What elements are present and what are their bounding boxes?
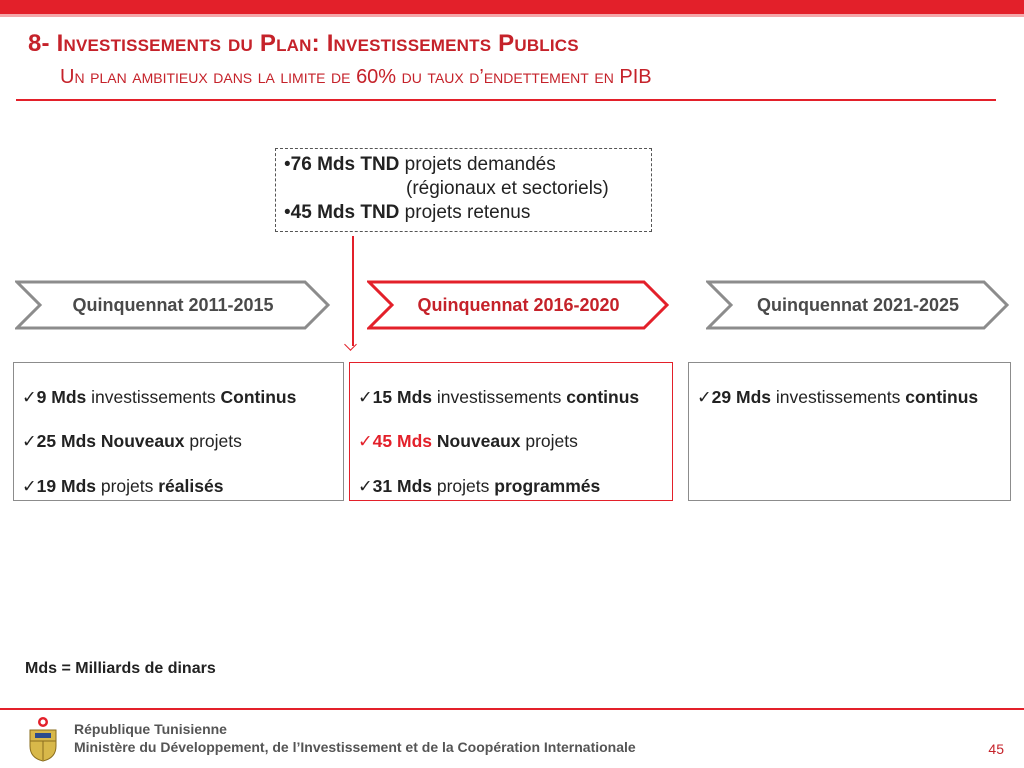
title-divider bbox=[16, 99, 996, 101]
projects-note-box bbox=[275, 148, 652, 232]
tunisia-emblem-icon bbox=[26, 716, 60, 762]
top-pink-bar bbox=[0, 14, 1024, 17]
page-number: 45 bbox=[988, 741, 1004, 757]
period-chevron-2011-2015 bbox=[15, 280, 331, 330]
period-label: Quinquennat 2021-2025 bbox=[756, 294, 960, 315]
period-label: Quinquennat 2016-2020 bbox=[417, 294, 620, 315]
note-line-detail: (régionaux et sectoriels) bbox=[406, 178, 609, 199]
top-red-bar bbox=[0, 0, 1024, 14]
connector-arrow-head-icon bbox=[344, 338, 357, 351]
stat-row: ✓31 Mds projets programmés bbox=[358, 476, 601, 496]
connector-arrow-line bbox=[352, 236, 354, 346]
note-line-requested: •76 Mds TND projets demandés bbox=[284, 154, 556, 175]
footer-divider bbox=[0, 708, 1024, 710]
slide-subtitle: Un plan ambitieux dans la limite de 60% du taux d’endettement en PIB bbox=[60, 66, 652, 88]
stat-row: ✓25 Mds Nouveaux projets bbox=[22, 431, 242, 451]
stat-row: ✓29 Mds investissements continus bbox=[697, 387, 979, 407]
stats-2021-2025 bbox=[688, 362, 1011, 501]
stat-row: ✓9 Mds investissements Continus bbox=[22, 387, 297, 407]
period-chevron-2016-2020 bbox=[367, 280, 670, 330]
stat-row: ✓15 Mds investissements continus bbox=[358, 387, 640, 407]
period-chevron-2021-2025 bbox=[706, 280, 1010, 330]
footer-country: République Tunisienne bbox=[74, 721, 227, 737]
footer-ministry: Ministère du Développement, de l’Investissement et de la Coopération Internationale bbox=[74, 739, 636, 755]
period-label: Quinquennat 2011-2015 bbox=[72, 294, 274, 315]
stats-2016-2020 bbox=[349, 362, 673, 501]
stats-2011-2015 bbox=[13, 362, 344, 501]
stat-row: ✓45 Mds Nouveaux projets bbox=[358, 431, 578, 451]
stat-row: ✓19 Mds projets réalisés bbox=[22, 476, 224, 496]
footnote: Mds = Milliards de dinars bbox=[25, 660, 216, 677]
note-line-retained: •45 Mds TND projets retenus bbox=[284, 202, 531, 223]
slide-title: 8- Investissements du Plan: Investissements Publics bbox=[28, 30, 579, 57]
